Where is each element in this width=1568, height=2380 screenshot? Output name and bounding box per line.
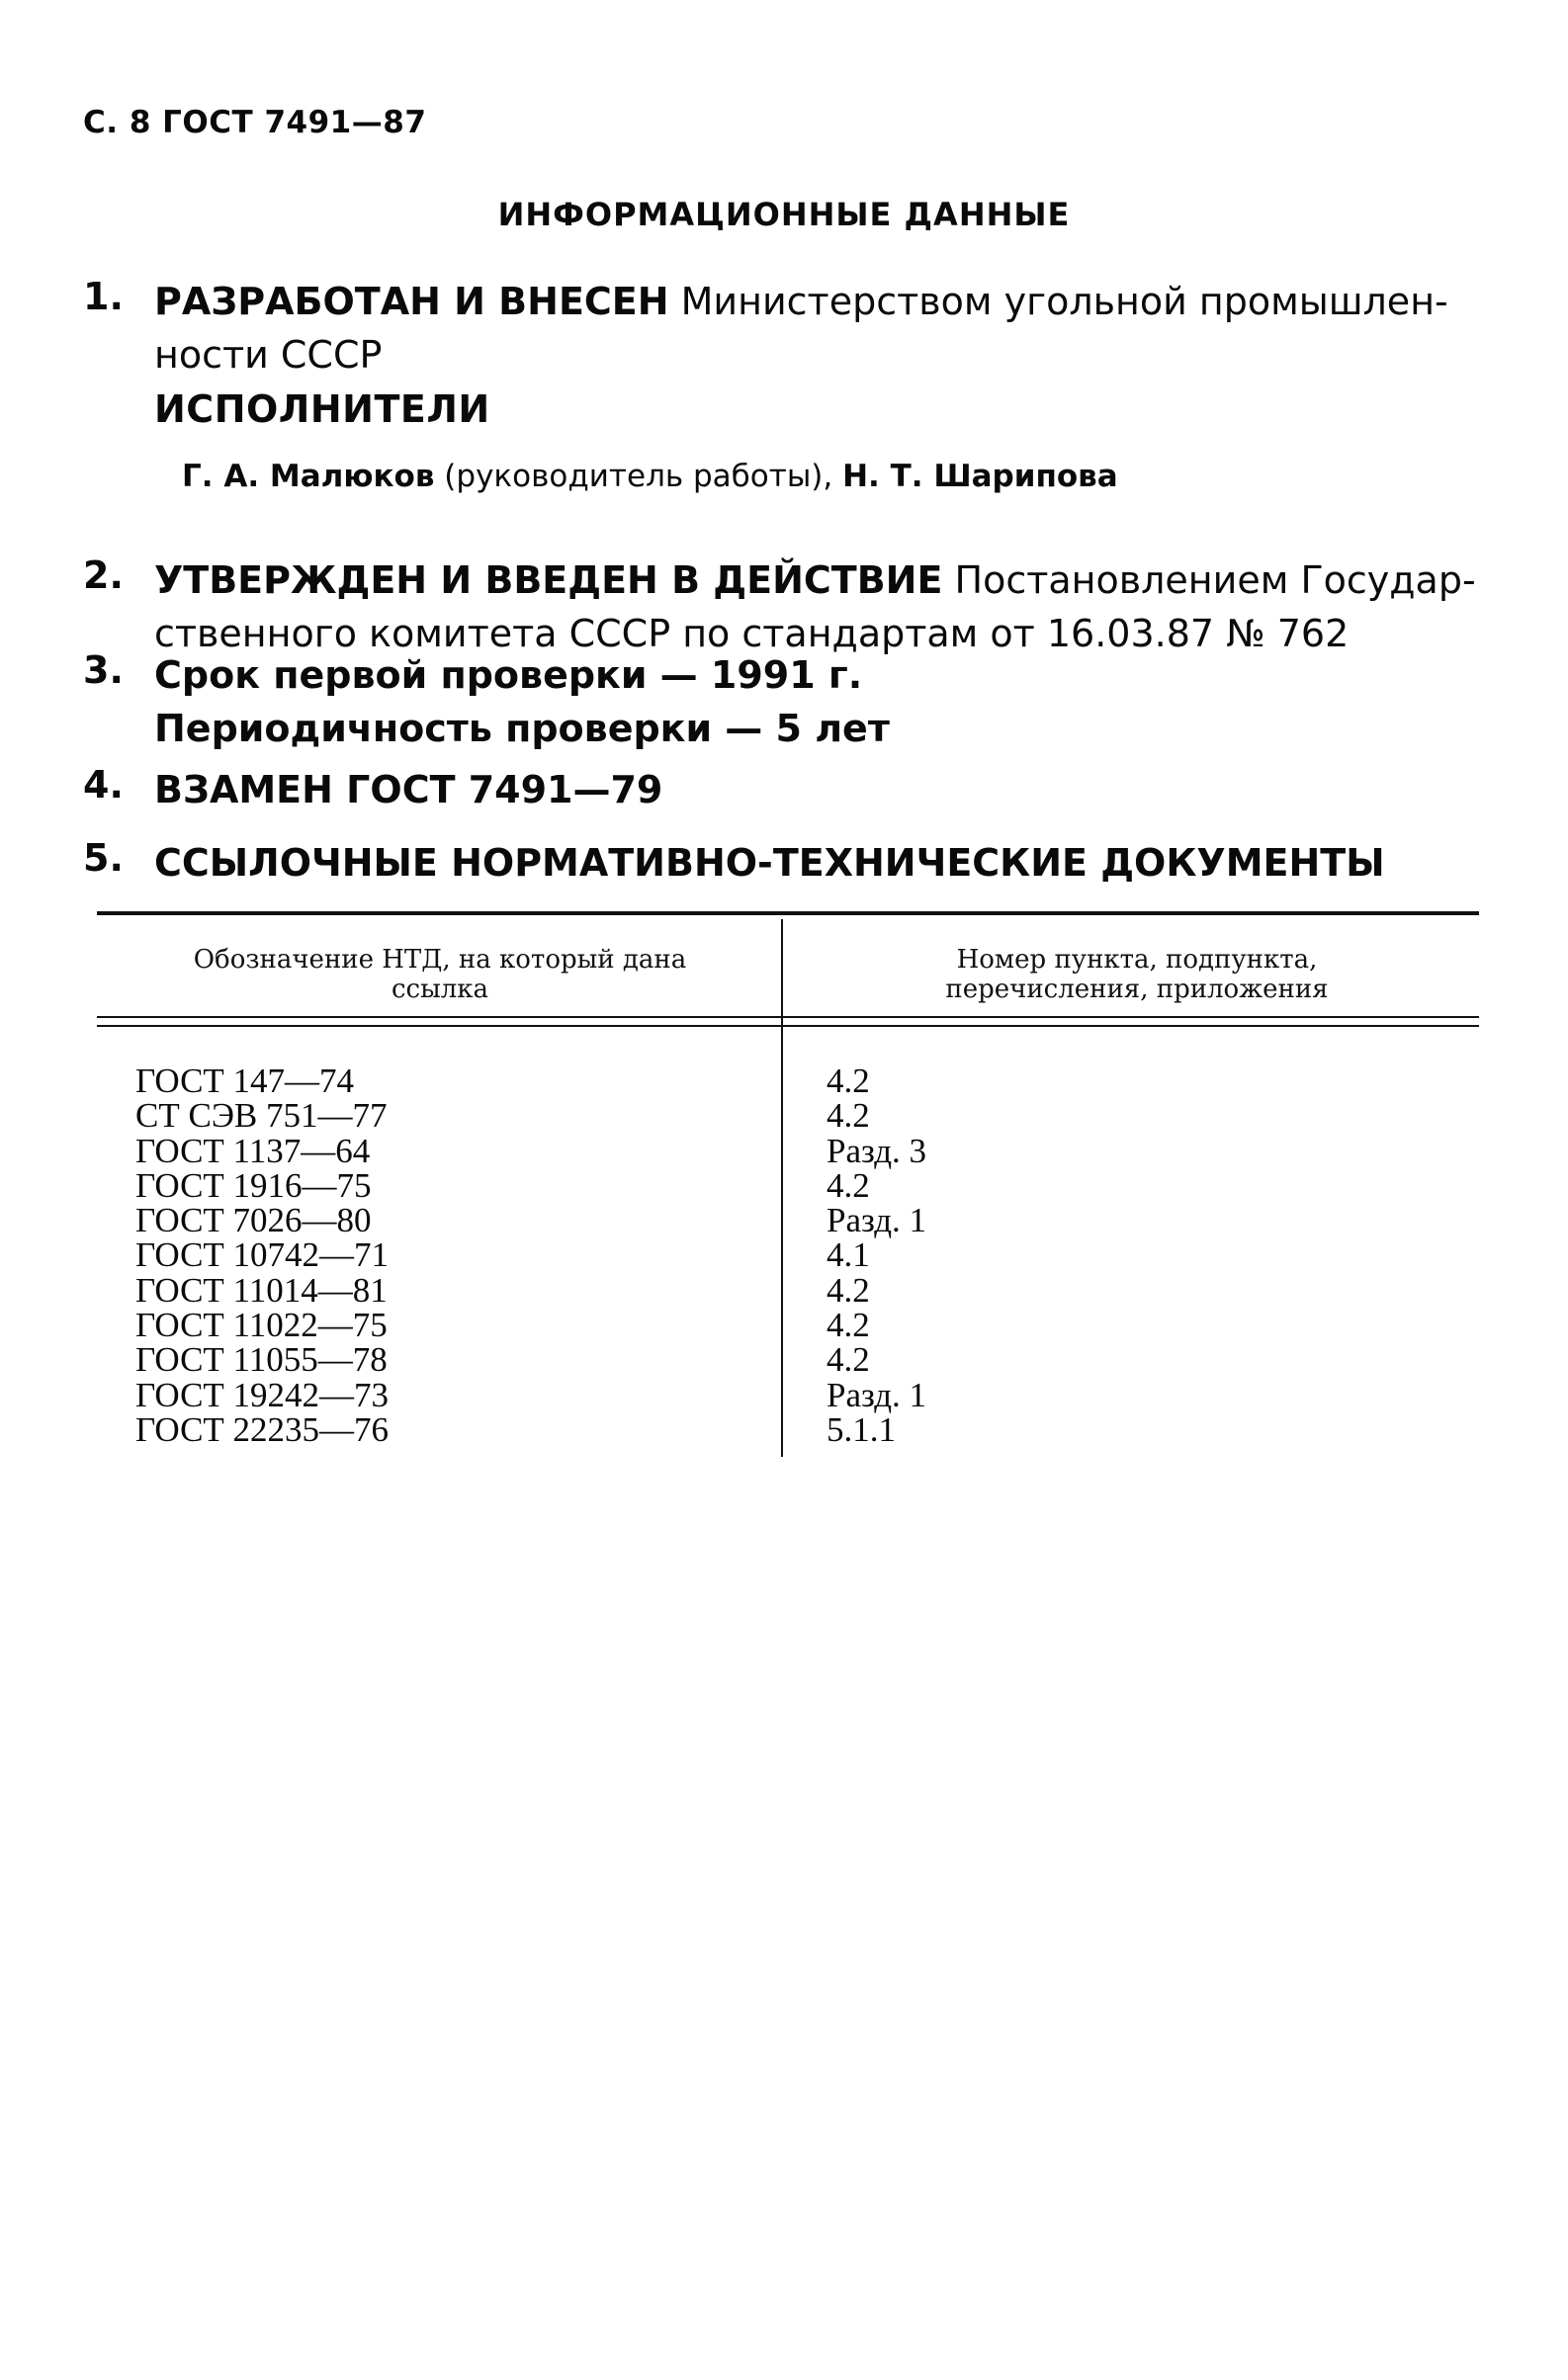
- item-number: 4.: [83, 763, 124, 807]
- table-column-clauses: [827, 1063, 926, 1447]
- item-number: 5.: [83, 836, 124, 880]
- executor-role: (руководитель работы),: [434, 459, 843, 494]
- item-text: ВЗАМЕН ГОСТ 7491—79: [154, 768, 663, 811]
- table-cell: 4.2: [827, 1165, 870, 1205]
- item-bold-text: УТВЕРЖДЕН И ВВЕДЕН В ДЕЙСТВИЕ: [154, 558, 943, 602]
- table-cell: ГОСТ 11055—78: [135, 1340, 388, 1380]
- table-cell: 4.2: [827, 1340, 870, 1380]
- table-cell: ГОСТ 22235—76: [135, 1409, 390, 1449]
- table-cell: ГОСТ 1916—75: [135, 1165, 372, 1205]
- table-cell: ГОСТ 11014—81: [135, 1270, 388, 1310]
- table-cell: 4.2: [827, 1096, 870, 1136]
- table-cell: ГОСТ 19242—73: [135, 1375, 390, 1414]
- table-cell: 4.1: [827, 1235, 870, 1275]
- item-number: 3.: [83, 648, 124, 692]
- page-header: С. 8 ГОСТ 7491—87: [83, 105, 427, 140]
- item-regular-text: Постановлением Государ-: [942, 558, 1476, 602]
- executor-name: Г. А. Малюков: [182, 459, 435, 494]
- item-text: [154, 553, 1476, 660]
- table-cell: Разд. 1: [827, 1375, 927, 1414]
- section-title: ИНФОРМАЦИОННЫЕ ДАННЫЕ: [497, 196, 1071, 233]
- item-line: Периодичность проверки — 5 лет: [154, 707, 890, 750]
- table-header-rule: [97, 1025, 1479, 1027]
- item-number: 1.: [83, 275, 124, 318]
- table-cell: Разд. 3: [827, 1131, 927, 1170]
- executors-line: [182, 459, 1118, 494]
- table-column-designations: [135, 1063, 389, 1447]
- table-cell: ГОСТ 11022—75: [135, 1306, 388, 1345]
- item-number: 2.: [83, 553, 124, 597]
- item-text: [154, 275, 1448, 382]
- item-continuation: ности СССР: [154, 333, 383, 377]
- table-cell: ГОСТ 1137—64: [135, 1131, 371, 1170]
- table-header-designation: Обозначение НТД, на который дана ссылка: [193, 945, 687, 1004]
- item-text: [154, 648, 890, 755]
- table-cell: 4.2: [827, 1270, 870, 1310]
- item-regular-text: Министерством угольной промышлен-: [668, 280, 1448, 323]
- table-header-clause: Номер пункта, подпункта, перечисления, приложения: [945, 945, 1329, 1004]
- table-cell: 4.2: [827, 1306, 870, 1345]
- table-header-rule: [97, 1016, 1479, 1018]
- item-continuation: ственного комитета СССР по стандартам от 16.03.87 № 762: [154, 612, 1350, 655]
- table-cell: ГОСТ 7026—80: [135, 1201, 372, 1240]
- table-cell: ГОСТ 10742—71: [135, 1235, 390, 1275]
- executors-heading: ИСПОЛНИТЕЛИ: [154, 387, 490, 431]
- table-cell: 5.1.1: [827, 1409, 896, 1449]
- table-cell: 4.2: [827, 1062, 870, 1100]
- table-cell: СТ СЭВ 751—77: [135, 1096, 388, 1136]
- table-top-rule: [97, 911, 1479, 915]
- table-cell: ГОСТ 147—74: [135, 1062, 355, 1100]
- table-column-divider: [781, 919, 783, 1457]
- table-cell: Разд. 1: [827, 1201, 927, 1240]
- item-bold-text: РАЗРАБОТАН И ВНЕСЕН: [154, 280, 669, 323]
- executor-name: Н. Т. Шарипова: [842, 459, 1118, 494]
- item-line: Срок первой проверки — 1991 г.: [154, 653, 863, 697]
- item-text: ССЫЛОЧНЫЕ НОРМАТИВНО-ТЕХНИЧЕСКИЕ ДОКУМЕНТЫ: [154, 841, 1385, 885]
